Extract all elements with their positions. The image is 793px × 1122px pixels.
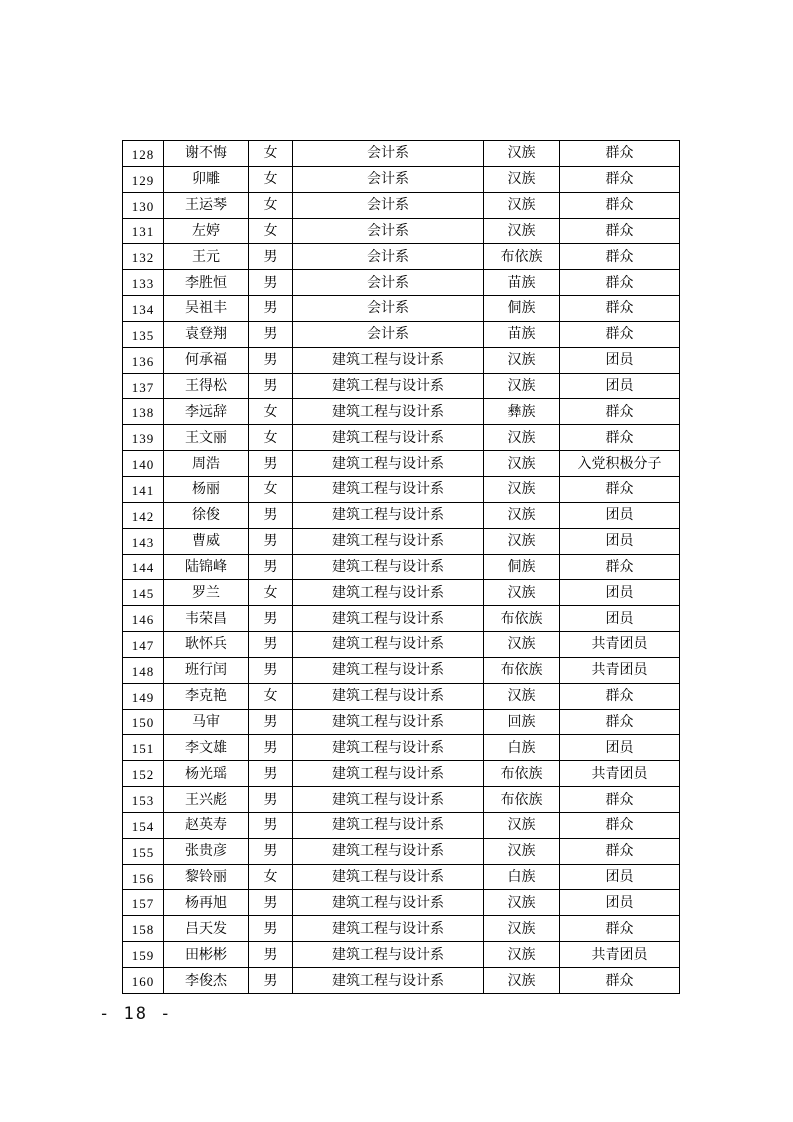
cell-political-status: 群众 [560,141,680,167]
cell-ethnicity: 汉族 [484,502,560,528]
cell-political-status: 群众 [560,812,680,838]
cell-index: 131 [123,218,164,244]
cell-ethnicity: 侗族 [484,554,560,580]
cell-department: 建筑工程与设计系 [293,838,484,864]
cell-department: 会计系 [293,166,484,192]
cell-political-status: 团员 [560,373,680,399]
cell-political-status: 群众 [560,787,680,813]
cell-department: 会计系 [293,270,484,296]
cell-department: 建筑工程与设计系 [293,657,484,683]
cell-department: 建筑工程与设计系 [293,347,484,373]
cell-index: 136 [123,347,164,373]
cell-index: 135 [123,321,164,347]
cell-ethnicity: 汉族 [484,580,560,606]
table-row [123,606,680,632]
cell-index: 129 [123,166,164,192]
cell-ethnicity: 汉族 [484,968,560,994]
cell-ethnicity: 汉族 [484,812,560,838]
roster-table [122,140,680,994]
table-row [123,683,680,709]
cell-name: 谢不悔 [164,141,249,167]
cell-department: 会计系 [293,321,484,347]
cell-index: 147 [123,632,164,658]
cell-index: 150 [123,709,164,735]
cell-ethnicity: 苗族 [484,270,560,296]
table-row [123,916,680,942]
cell-political-status: 共青团员 [560,942,680,968]
cell-index: 138 [123,399,164,425]
cell-department: 建筑工程与设计系 [293,683,484,709]
cell-ethnicity: 汉族 [484,683,560,709]
table-row [123,399,680,425]
cell-name: 王兴彪 [164,787,249,813]
cell-political-status: 群众 [560,709,680,735]
cell-gender: 男 [249,554,293,580]
cell-gender: 男 [249,606,293,632]
cell-name: 李文雄 [164,735,249,761]
cell-index: 155 [123,838,164,864]
cell-name: 韦荣昌 [164,606,249,632]
cell-gender: 女 [249,580,293,606]
cell-index: 134 [123,296,164,322]
cell-ethnicity: 汉族 [484,192,560,218]
cell-department: 建筑工程与设计系 [293,502,484,528]
cell-gender: 男 [249,916,293,942]
cell-index: 157 [123,890,164,916]
table-row [123,942,680,968]
cell-name: 杨光瑶 [164,761,249,787]
cell-ethnicity: 苗族 [484,321,560,347]
cell-gender: 女 [249,864,293,890]
table-row [123,632,680,658]
cell-gender: 女 [249,683,293,709]
cell-ethnicity: 白族 [484,735,560,761]
cell-department: 会计系 [293,244,484,270]
table-row [123,321,680,347]
cell-ethnicity: 汉族 [484,451,560,477]
cell-department: 会计系 [293,218,484,244]
cell-political-status: 团员 [560,890,680,916]
cell-ethnicity: 汉族 [484,838,560,864]
cell-gender: 女 [249,192,293,218]
cell-ethnicity: 汉族 [484,166,560,192]
cell-department: 建筑工程与设计系 [293,968,484,994]
cell-index: 160 [123,968,164,994]
cell-political-status: 群众 [560,244,680,270]
cell-department: 建筑工程与设计系 [293,451,484,477]
cell-department: 会计系 [293,296,484,322]
cell-gender: 男 [249,657,293,683]
cell-ethnicity: 汉族 [484,942,560,968]
cell-political-status: 团员 [560,580,680,606]
cell-gender: 男 [249,735,293,761]
cell-gender: 男 [249,632,293,658]
cell-index: 132 [123,244,164,270]
cell-political-status: 群众 [560,296,680,322]
cell-political-status: 共青团员 [560,761,680,787]
cell-name: 杨再旭 [164,890,249,916]
cell-gender: 男 [249,787,293,813]
cell-political-status: 群众 [560,218,680,244]
cell-ethnicity: 布依族 [484,761,560,787]
cell-index: 156 [123,864,164,890]
cell-political-status: 群众 [560,166,680,192]
cell-ethnicity: 汉族 [484,890,560,916]
cell-name: 罗兰 [164,580,249,606]
cell-index: 139 [123,425,164,451]
cell-ethnicity: 汉族 [484,373,560,399]
table-row [123,373,680,399]
cell-name: 耿怀兵 [164,632,249,658]
cell-department: 建筑工程与设计系 [293,761,484,787]
cell-political-status: 团员 [560,606,680,632]
cell-name: 李俊杰 [164,968,249,994]
cell-department: 建筑工程与设计系 [293,864,484,890]
table-row [123,528,680,554]
cell-index: 158 [123,916,164,942]
cell-name: 李远辞 [164,399,249,425]
cell-political-status: 群众 [560,554,680,580]
table-row [123,554,680,580]
cell-gender: 男 [249,270,293,296]
cell-gender: 男 [249,528,293,554]
cell-department: 建筑工程与设计系 [293,709,484,735]
cell-ethnicity: 汉族 [484,916,560,942]
cell-gender: 女 [249,141,293,167]
cell-name: 何承福 [164,347,249,373]
cell-political-status: 团员 [560,528,680,554]
cell-name: 田彬彬 [164,942,249,968]
table-row [123,864,680,890]
table-row [123,347,680,373]
cell-ethnicity: 汉族 [484,141,560,167]
cell-gender: 男 [249,812,293,838]
cell-department: 建筑工程与设计系 [293,787,484,813]
cell-political-status: 团员 [560,502,680,528]
cell-department: 建筑工程与设计系 [293,916,484,942]
cell-index: 154 [123,812,164,838]
cell-gender: 男 [249,296,293,322]
cell-index: 140 [123,451,164,477]
cell-gender: 女 [249,166,293,192]
cell-name: 袁登翔 [164,321,249,347]
cell-gender: 男 [249,502,293,528]
page-number: - 18 - [99,1004,173,1024]
cell-name: 黎铃丽 [164,864,249,890]
cell-name: 张贵彦 [164,838,249,864]
table-row [123,425,680,451]
cell-political-status: 群众 [560,838,680,864]
cell-ethnicity: 汉族 [484,632,560,658]
cell-ethnicity: 布依族 [484,787,560,813]
cell-ethnicity: 侗族 [484,296,560,322]
cell-ethnicity: 白族 [484,864,560,890]
cell-name: 王得松 [164,373,249,399]
cell-political-status: 群众 [560,321,680,347]
cell-ethnicity: 汉族 [484,218,560,244]
table-row [123,476,680,502]
table-row [123,761,680,787]
cell-political-status: 群众 [560,683,680,709]
cell-ethnicity: 布依族 [484,606,560,632]
cell-index: 159 [123,942,164,968]
cell-department: 建筑工程与设计系 [293,399,484,425]
cell-index: 128 [123,141,164,167]
table-row [123,270,680,296]
cell-political-status: 群众 [560,192,680,218]
cell-name: 陆锦峰 [164,554,249,580]
table-row [123,812,680,838]
cell-gender: 男 [249,890,293,916]
table-row [123,890,680,916]
cell-gender: 男 [249,942,293,968]
table-row [123,192,680,218]
cell-gender: 男 [249,709,293,735]
cell-political-status: 群众 [560,425,680,451]
cell-department: 建筑工程与设计系 [293,812,484,838]
cell-index: 144 [123,554,164,580]
cell-index: 152 [123,761,164,787]
cell-political-status: 团员 [560,735,680,761]
cell-political-status: 共青团员 [560,632,680,658]
cell-index: 148 [123,657,164,683]
cell-name: 王文丽 [164,425,249,451]
cell-name: 李胜恒 [164,270,249,296]
cell-political-status: 共青团员 [560,657,680,683]
table-row [123,141,680,167]
cell-index: 130 [123,192,164,218]
cell-gender: 男 [249,968,293,994]
cell-name: 赵英寿 [164,812,249,838]
cell-name: 班行闰 [164,657,249,683]
cell-index: 141 [123,476,164,502]
cell-ethnicity: 回族 [484,709,560,735]
cell-name: 徐俊 [164,502,249,528]
cell-department: 建筑工程与设计系 [293,554,484,580]
cell-name: 周浩 [164,451,249,477]
cell-ethnicity: 布依族 [484,244,560,270]
cell-index: 137 [123,373,164,399]
cell-department: 建筑工程与设计系 [293,632,484,658]
cell-ethnicity: 汉族 [484,476,560,502]
cell-department: 会计系 [293,192,484,218]
cell-index: 146 [123,606,164,632]
table-row [123,244,680,270]
cell-gender: 男 [249,321,293,347]
cell-name: 王元 [164,244,249,270]
cell-department: 建筑工程与设计系 [293,735,484,761]
cell-index: 149 [123,683,164,709]
cell-ethnicity: 汉族 [484,425,560,451]
table-row [123,787,680,813]
cell-gender: 女 [249,399,293,425]
cell-name: 王运琴 [164,192,249,218]
cell-index: 151 [123,735,164,761]
cell-ethnicity: 汉族 [484,528,560,554]
cell-index: 133 [123,270,164,296]
table-row [123,218,680,244]
cell-department: 建筑工程与设计系 [293,606,484,632]
cell-name: 杨丽 [164,476,249,502]
cell-department: 建筑工程与设计系 [293,476,484,502]
cell-index: 145 [123,580,164,606]
cell-department: 建筑工程与设计系 [293,425,484,451]
table-row [123,451,680,477]
cell-name: 吕天发 [164,916,249,942]
cell-gender: 女 [249,425,293,451]
table-row [123,657,680,683]
cell-index: 142 [123,502,164,528]
cell-name: 吴祖丰 [164,296,249,322]
cell-political-status: 群众 [560,916,680,942]
cell-department: 建筑工程与设计系 [293,942,484,968]
cell-department: 建筑工程与设计系 [293,580,484,606]
cell-political-status: 群众 [560,968,680,994]
cell-name: 李克艳 [164,683,249,709]
cell-gender: 男 [249,244,293,270]
cell-political-status: 团员 [560,347,680,373]
cell-ethnicity: 彝族 [484,399,560,425]
table-row [123,735,680,761]
table-row [123,838,680,864]
cell-department: 建筑工程与设计系 [293,373,484,399]
cell-gender: 男 [249,838,293,864]
cell-political-status: 团员 [560,864,680,890]
cell-gender: 男 [249,347,293,373]
cell-political-status: 群众 [560,399,680,425]
cell-gender: 男 [249,761,293,787]
cell-gender: 女 [249,476,293,502]
table-row [123,580,680,606]
cell-name: 卯雕 [164,166,249,192]
table-row [123,709,680,735]
cell-index: 153 [123,787,164,813]
cell-political-status: 群众 [560,476,680,502]
table-row [123,296,680,322]
cell-department: 建筑工程与设计系 [293,890,484,916]
cell-gender: 女 [249,218,293,244]
cell-gender: 男 [249,373,293,399]
table-row [123,968,680,994]
cell-gender: 男 [249,451,293,477]
cell-department: 会计系 [293,141,484,167]
cell-name: 马审 [164,709,249,735]
cell-name: 曹威 [164,528,249,554]
roster-table-body [123,141,680,994]
cell-index: 143 [123,528,164,554]
table-row [123,502,680,528]
cell-name: 左婷 [164,218,249,244]
cell-political-status: 群众 [560,270,680,296]
cell-ethnicity: 布依族 [484,657,560,683]
cell-ethnicity: 汉族 [484,347,560,373]
cell-political-status: 入党积极分子 [560,451,680,477]
cell-department: 建筑工程与设计系 [293,528,484,554]
table-row [123,166,680,192]
